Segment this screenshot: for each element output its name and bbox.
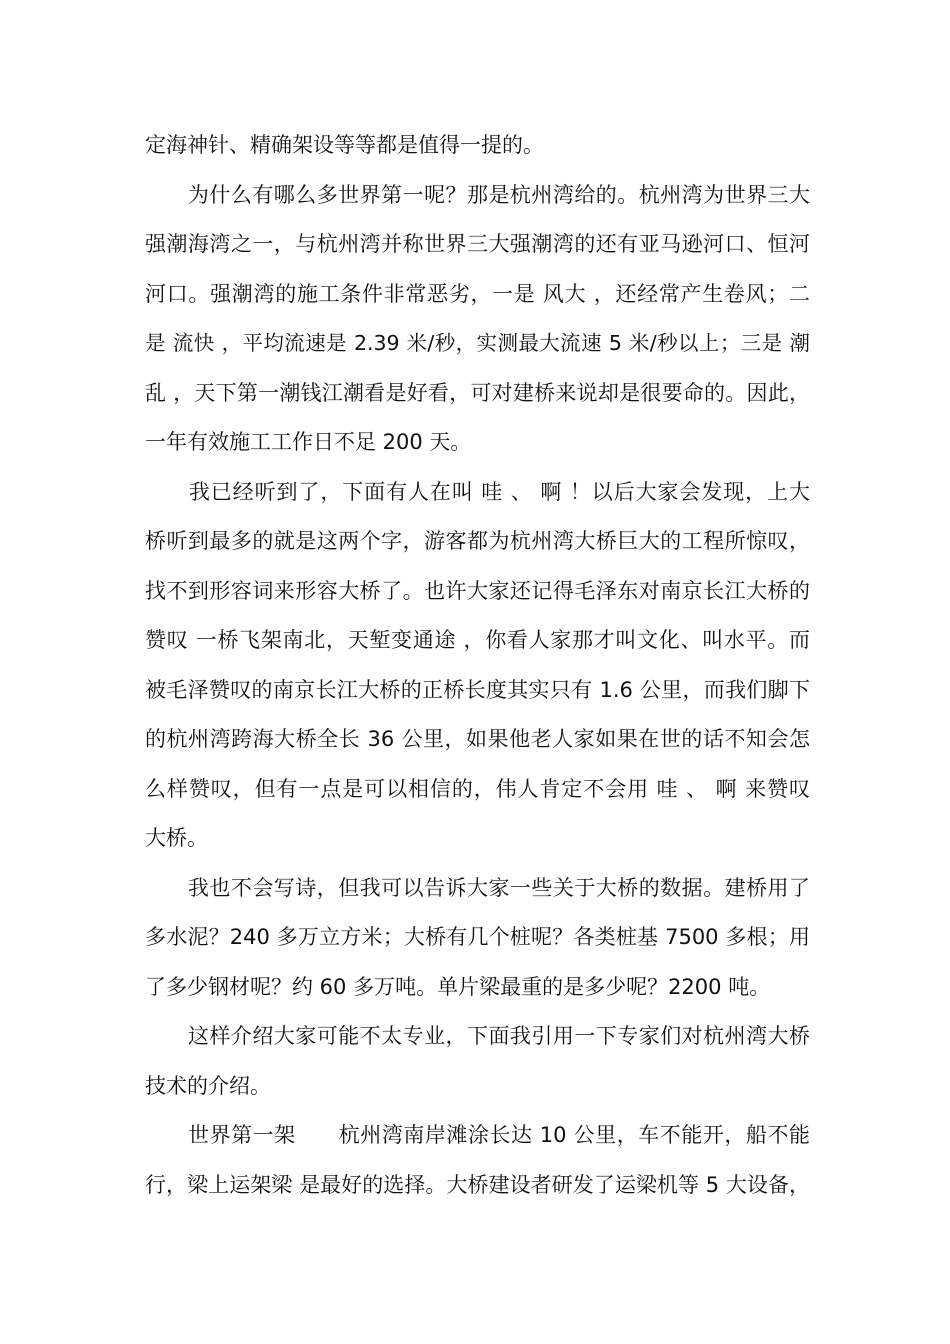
- text-line: 行，梁上运架梁 是最好的选择。大桥建设者研发了运梁机等 5 大设备，: [145, 1173, 810, 1197]
- text-line: 我也不会写诗，但我可以告诉大家一些关于大桥的数据。建桥用了: [145, 876, 810, 900]
- text-line: 赞叹 一桥飞架南北，天堑变通途 ，你看人家那才叫文化、叫水平。而: [145, 628, 810, 652]
- text-line: 技术的介绍。: [145, 1074, 271, 1098]
- text-line: 的杭州湾跨海大桥全长 36 公里，如果他老人家如果在世的话不知会怎: [145, 727, 810, 751]
- text-line: 被毛泽赞叹的南京长江大桥的正桥长度其实只有 1.6 公里，而我们脚下: [145, 678, 810, 702]
- text-line: 强潮海湾之一，与杭州湾并称世界三大强潮湾的还有亚马逊河口、恒河: [145, 232, 810, 256]
- text-line: 是 流快 ，平均流速是 2.39 米/秒，实测最大流速 5 米/秒以上；三是 潮: [145, 331, 810, 355]
- text-line: 一年有效施工工作日不足 200 天。: [145, 430, 472, 454]
- text-line: 我已经听到了，下面有人在叫 哇 、 啊 ！以后大家会发现，上大: [145, 480, 810, 504]
- text-line: 世界第一架 杭州湾南岸滩涂长达 10 公里，车不能开，船不能: [145, 1123, 810, 1147]
- text-line: 定海神针、精确架设等等都是值得一提的。: [145, 133, 544, 157]
- text-line: 为什么有哪么多世界第一呢？那是杭州湾给的。杭州湾为世界三大: [145, 183, 810, 207]
- text-line: 桥听到最多的就是这两个字，游客都为杭州湾大桥巨大的工程所惊叹，: [145, 529, 810, 553]
- text-line: 多水泥？240 多万立方米；大桥有几个桩呢？各类桩基 7500 多根；用: [145, 925, 810, 949]
- text-line: 大桥。: [145, 826, 208, 850]
- text-line: 河口。强潮湾的施工条件非常恶劣，一是 风大 ，还经常产生卷风；二: [145, 282, 810, 306]
- text-line: 乱 ，天下第一潮钱江潮看是好看，可对建桥来说却是很要命的。因此，: [145, 381, 810, 405]
- text-line: 么样赞叹，但有一点是可以相信的，伟人肯定不会用 哇 、 啊 来赞叹: [145, 777, 810, 801]
- text-line: 了多少钢材呢？约 60 多万吨。单片梁最重的是多少呢？2200 吨。: [145, 975, 771, 999]
- text-line: 找不到形容词来形容大桥了。也许大家还记得毛泽东对南京长江大桥的: [145, 579, 810, 603]
- text-line: 这样介绍大家可能不太专业，下面我引用一下专家们对杭州湾大桥: [145, 1024, 810, 1048]
